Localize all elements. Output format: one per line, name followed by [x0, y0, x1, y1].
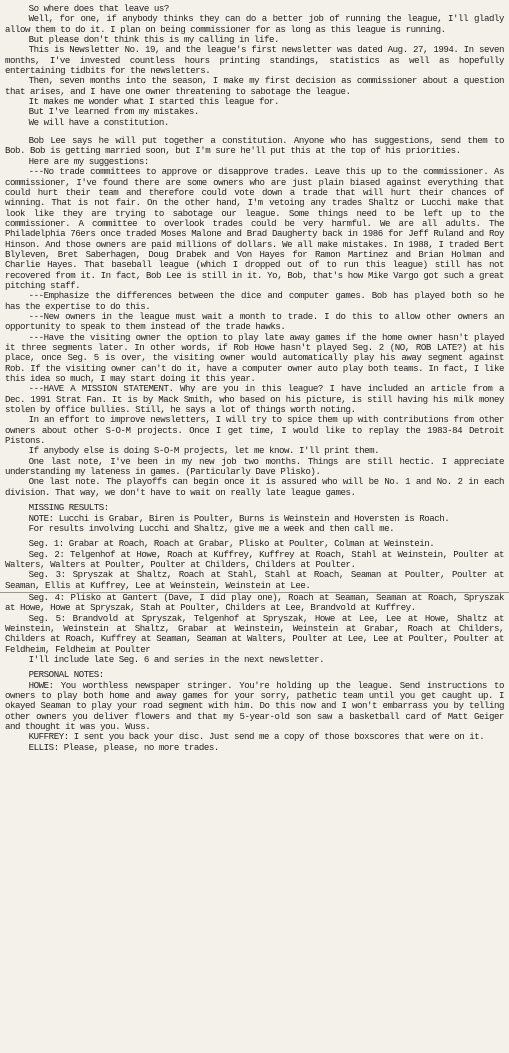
missing-results-heading: MISSING RESULTS: [28, 502, 109, 514]
segment-results: Seg. 1: Grabar at Roach, Roach at Grabar, Plisko at Poulter, Colman at Weinstein. [28, 538, 435, 550]
missing-results-note: For results involving Lucchi and Shaltz, give me a week and then call me. [28, 522, 395, 534]
body-paragraph: One last note, I've been in my new job two months. Things are still hectic. I appreciate understanding my lateness in games. (Particularly Dave Plisko). [5, 455, 509, 478]
intro-line: It makes me wonder what I started this league for. [28, 96, 280, 108]
missing-results-section [5, 502, 509, 665]
personal-note: KUFFREY: I sent you back your disc. Just send me a copy of those boxscores that were on it. [28, 731, 485, 743]
intro-section [5, 3, 509, 128]
body-paragraph: In an effort to improve newsletters, I will try to spice them up with contributions from other owners about other S-O-M projects. Once I get time, I would like to replay the 1983-84 Detroit Pistons. [5, 414, 509, 447]
personal-notes-heading: PERSONAL NOTES: [28, 669, 104, 681]
constitution-section [5, 135, 509, 498]
intro-line: Well, for one, if anybody thinks they can do a better job of running the league, I'll gladly allow them to do it. I plan on being commissioner for as long as this league is running. [5, 13, 509, 35]
segment-results: Seg. 2: Telgenhof at Howe, Roach at Kuffrey, Kuffrey at Roach, Stahl at Weinstein, Poulter at Walters, Walters at Poulter, Poulter at Childers, Childers at Poulter. [5, 548, 509, 570]
body-paragraph: Here are my suggestions: [28, 155, 149, 167]
intro-line: So where does that leave us? [28, 3, 169, 14]
intro-line: Then, seven months into the season, I make my first decision as commissioner about a question that arises, and I have one owner threatening to sabotage the league. [5, 75, 509, 97]
suggestion-paragraph: ---New owners in the league must wait a month to trade. I do this to allow other owners an opportunity to speak to them instead of the trade hawks. [5, 310, 509, 333]
intro-line: But please don't think this is my calling in life. [28, 34, 280, 46]
missing-results-footer: I'll include late Seg. 6 and series in the next newsletter. [28, 653, 325, 665]
intro-line: This is Newsletter No. 19, and the league's first newsletter was dated Aug. 27, 1994. In seven months, I've invested countless hours printing standings, statistics as well as hopefully entertaining tidbits for the newsletters. [5, 44, 509, 77]
body-paragraph: Bob Lee says he will put together a constitution. Anyone who has suggestions, send them to Bob. Bob is getting married soon, but I'm sure he'll put this at the top of his priorities. [5, 135, 509, 157]
suggestion-paragraph: ---HAVE A MISSION STATEMENT. Why are you in this league? I have included an article from a Dec. 1991 Strat Fan. It is by Mack Smith, who based on his picture, is still having his milk money stolen by office bullies. Still, he says a lot of things worth noting. [5, 383, 509, 416]
intro-line: But I've learned from my mistakes. [28, 106, 199, 118]
personal-notes-section [5, 669, 509, 753]
segment-results: Seg. 4: Plisko at Gantert (Dave, I did play one), Roach at Seaman, Seaman at Roach, Spryszak at Howe, Howe at Spryszak, Stah at Poulter, Childers at Lee, Brandvold at Kuffrey. [5, 591, 509, 614]
body-paragraph: One last note. The playoffs can begin once it is assured who will be No. 1 and No. 2 in each division. That way, we don't have to wait on really late league games. [5, 476, 509, 498]
personal-note: ELLIS: Please, please, no more trades. [28, 741, 219, 753]
intro-line: We will have a constitution. [28, 116, 169, 128]
segment-results: Seg. 3: Spryszak at Shaltz, Roach at Stahl, Stahl at Roach, Seaman at Poulter, Poulter at Seaman, Ellis at Kuffrey, Lee at Weinstein, Weinstein at Lee. [5, 569, 509, 591]
segment-results: Seg. 5: Brandvold at Spryszak, Telgenhof at Spryszak, Howe at Lee, Lee at Howe, Shaltz at Weinstein, Weinstein at Shaltz, Grabar at Weinstein, Weinstein at Grabar, Roach at Childers, Childers at Roach, Kuffrey at Seaman, Seaman at Walters, Poulter at Lee, Lee at Poulter, Poulter at Feldheim, Feldheim at Poulter [5, 612, 509, 655]
missing-results-note: NOTE: Lucchi is Grabar, Biren is Poulter, Burns is Weinstein and Hoversten is Roach. [28, 512, 450, 524]
body-paragraph: If anybody else is doing S-O-M projects, let me know. I'll print them. [28, 445, 380, 457]
suggestion-paragraph: ---No trade committees to approve or disapprove trades. Leave this up to the commissioner. As commissioner, I've found there are some owners who are just plain biased against everything that could hurt their team and therefore could vote down a trade that will hurt their chances of winning. That is not fair. On the other hand, I'm vetoing any trades Shaltz or Lucchi make that look like they are trying to sabotage our league. Some things need to be left up to the commissioner. A committee to overlook trades could be very harmful. We are all adults. The Philadelphia 76ers once traded Moses Malone and Brad Daugherty back in 1986 for Jeff Ruland and Roy Hinson. And those owners are paid millions of dollars. We all make mistakes. In 1988, I traded Bert Blyleven, Bret Saberhagen, Doug Drabek and Von Hayes for Ramon Martinez and Brian Holman and Charlie Hayes. That baseball league (which I dropped out of to run this league) still has not recovered from it. In fact, Bob Lee is still in it. Yo, Bob, that's how Mike Vargo got such a great pitching staff. [5, 166, 509, 291]
suggestion-paragraph: ---Emphasize the differences between the dice and computer games. Bob has played both so he has the expertise to do this. [5, 290, 509, 312]
suggestion-paragraph: ---Have the visiting owner the option to play late away games if the home owner hasn't played it three segments later. In other words, if Rob Howe hasn't played Seg. 2 (NO, ROB LATE?) at his place, once Seg. 5 is over, the visiting owner would automatically play his away segment against Rob. If the visiting owner can't do it, have a computer owner auto play both teams. In fact, I like this idea so much, I may start doing it this year. [5, 331, 509, 385]
personal-note: HOWE: You worthless newspaper stringer. You're holding up the league. Send instructions to owners to play both home and away games for your sorry, pathetic team until you get caught up. I okayed Seaman to play your road segment with him. Do this now and I won't embarrass you by telling other owners you deliver flowers and that my 5-year-old son saw a basketball card of Matt Geiger and thought it was you. Wuss. [5, 679, 509, 733]
